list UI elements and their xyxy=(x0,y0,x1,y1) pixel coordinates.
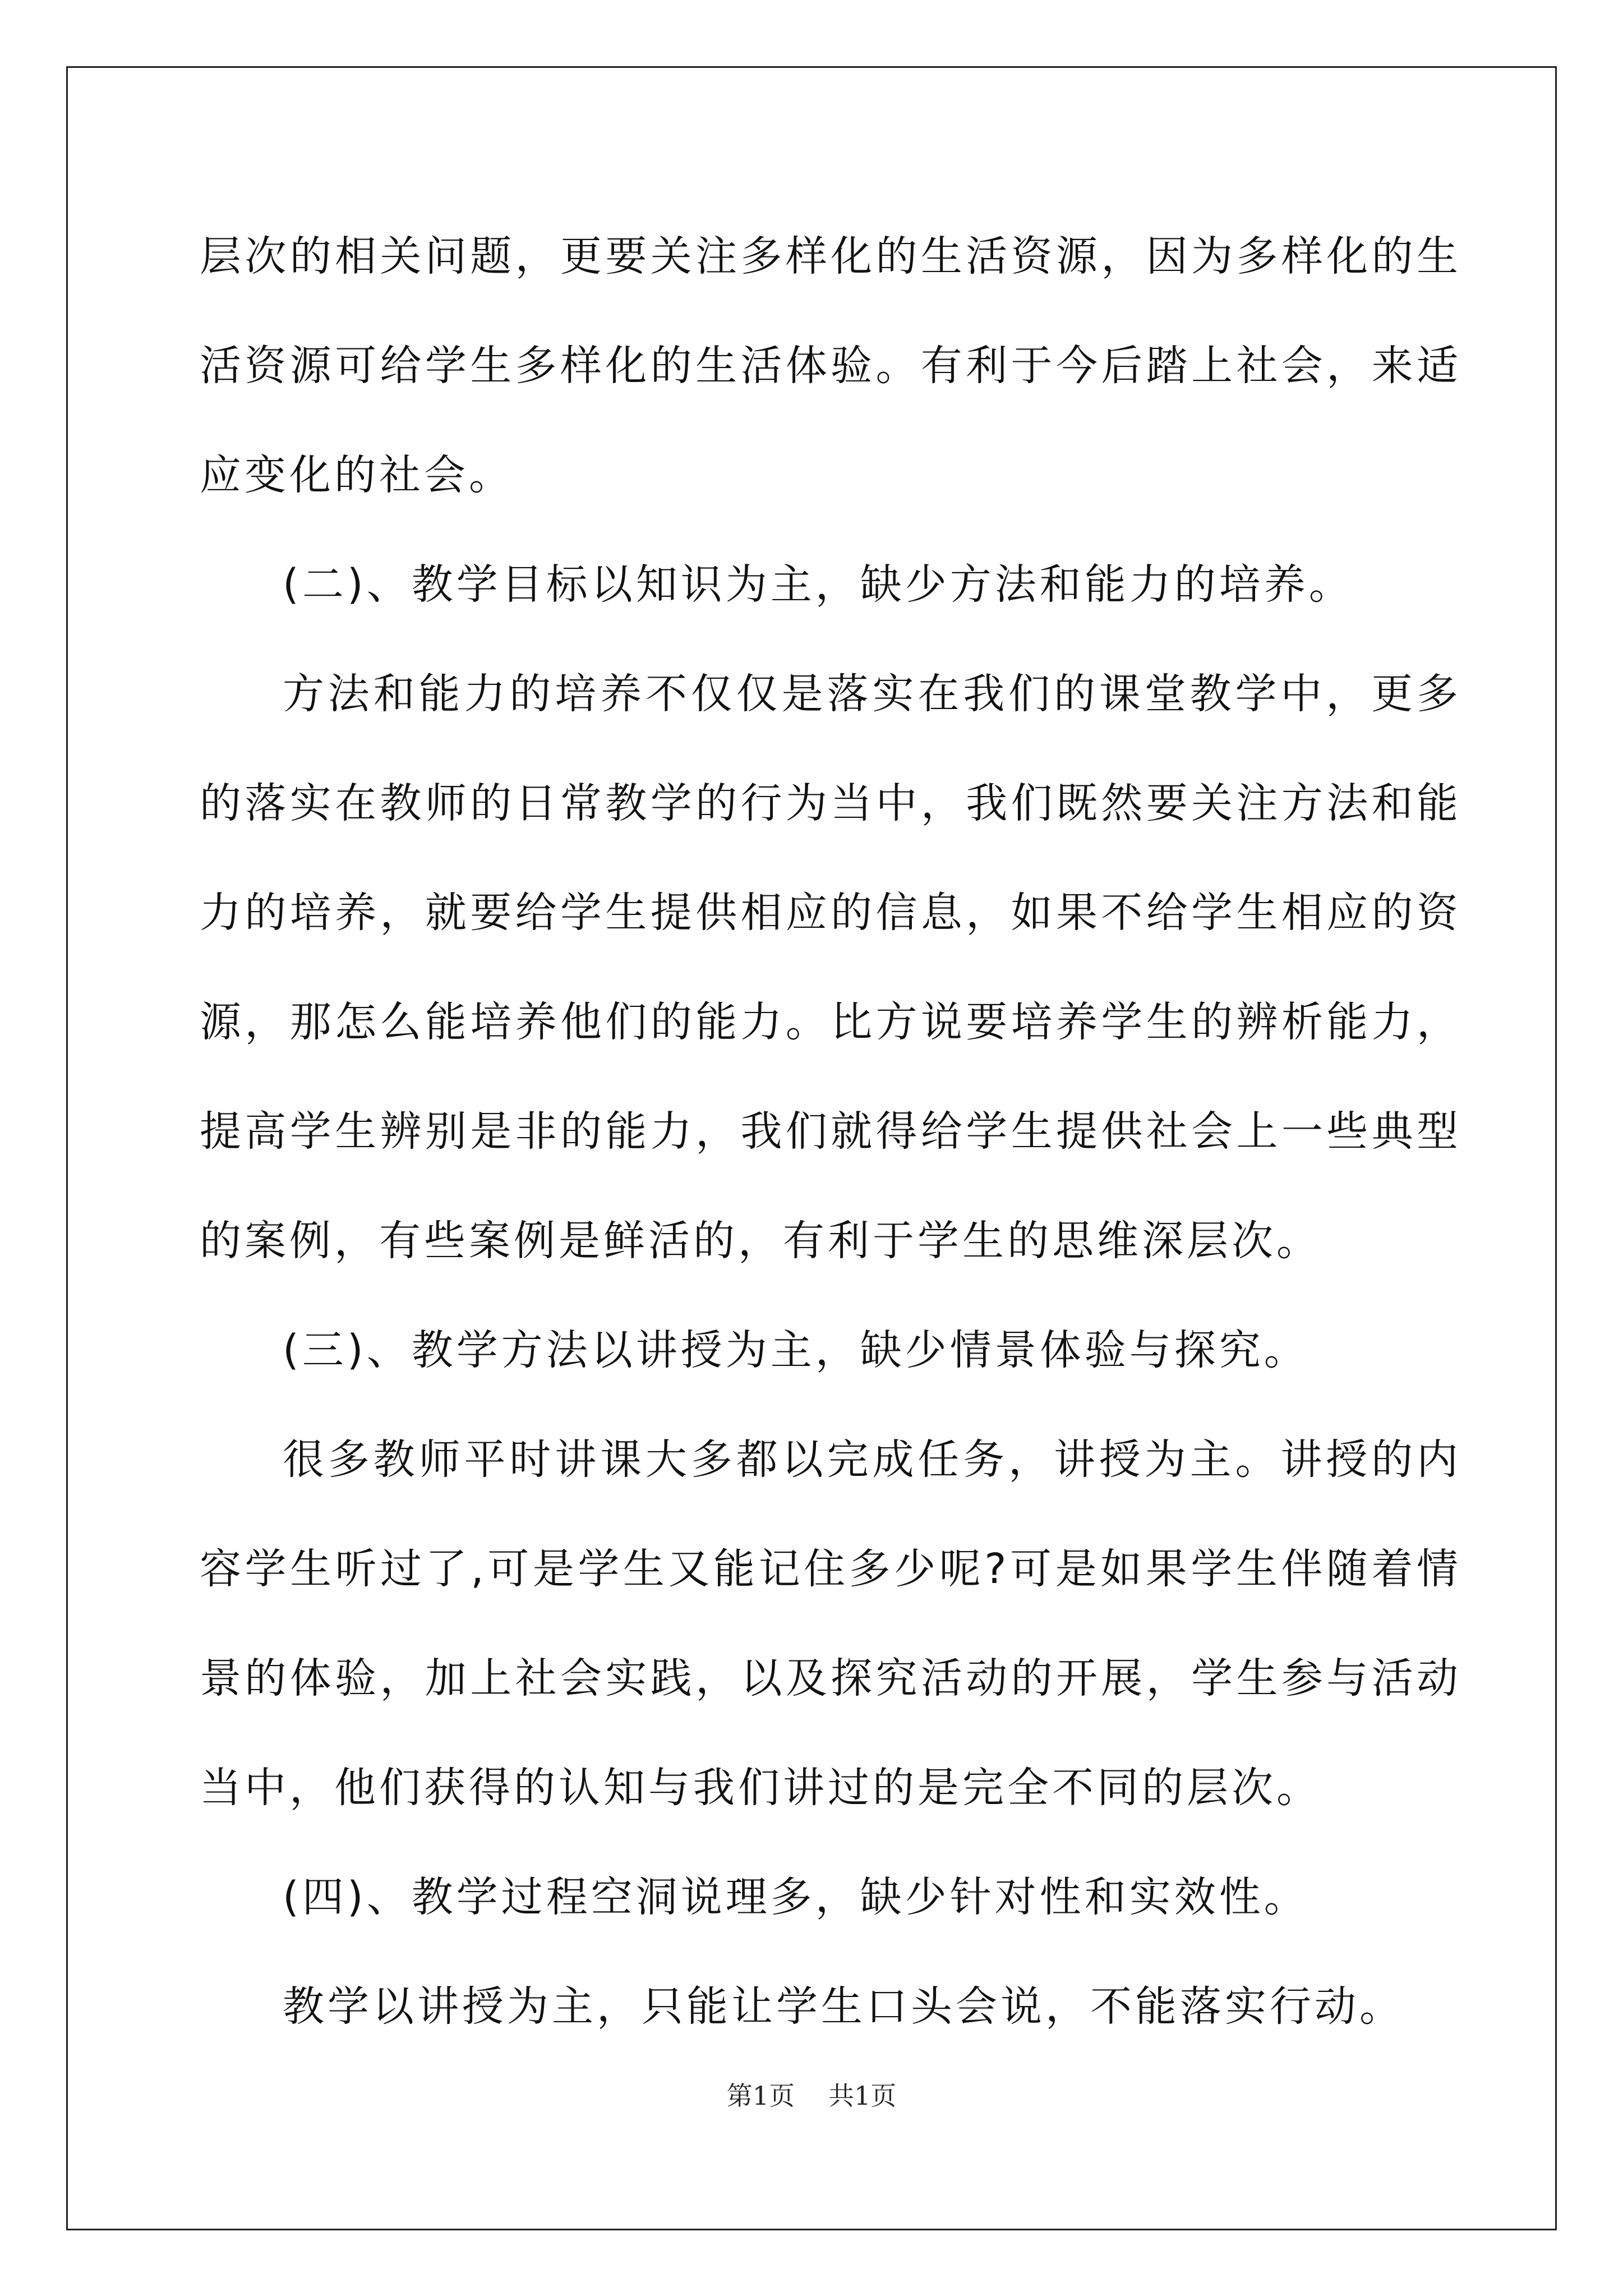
paragraph-7: 教学以讲授为主，只能让学生口头会说，不能落实行动。 xyxy=(283,1982,1404,2031)
page-footer xyxy=(0,2076,1623,2113)
document-body xyxy=(200,202,1461,2062)
heading-3: (三)、教学方法以讲授为主，缺少情景体验与探究。 xyxy=(283,1326,1309,1374)
page-number: 第1页 xyxy=(726,2081,795,2111)
heading-2: (二)、教学目标以知识为主，缺少方法和能力的培养。 xyxy=(283,560,1354,609)
paragraph-3: 方法和能力的培养不仅仅是落实在我们的课堂教学中，更多的落实在教师的日常教学的行为当中，我们既然要关注方法和能力的培养，就要给学生提供相应的信息，如果不给学生相应的资源，那怎么能培养他们的能力。比方说要培养学生的辨析能力，提高学生辨别是非的能力，我们就得给学生提供社会上一些典型的案例，有些案例是鲜活的，有利于学生的思维深层次。 xyxy=(200,670,1461,1265)
page-total: 共1页 xyxy=(828,2081,897,2111)
paragraph-1: 层次的相关问题，更要关注多样化的生活资源，因为多样化的生活资源可给学生多样化的生活体验。有利于今后踏上社会，来适应变化的社会。 xyxy=(200,232,1461,499)
heading-4: (四)、教学过程空洞说理多，缺少针对性和实效性。 xyxy=(283,1873,1309,1921)
paragraph-5: 很多教师平时讲课大多都以完成任务，讲授为主。讲授的内容学生听过了,可是学生又能记住多少呢?可是如果学生伴随着情景的体验，加上社会实践，以及探究活动的开展，学生参与活动当中，他们获得的认知与我们讲过的是完全不同的层次。 xyxy=(200,1435,1461,1812)
